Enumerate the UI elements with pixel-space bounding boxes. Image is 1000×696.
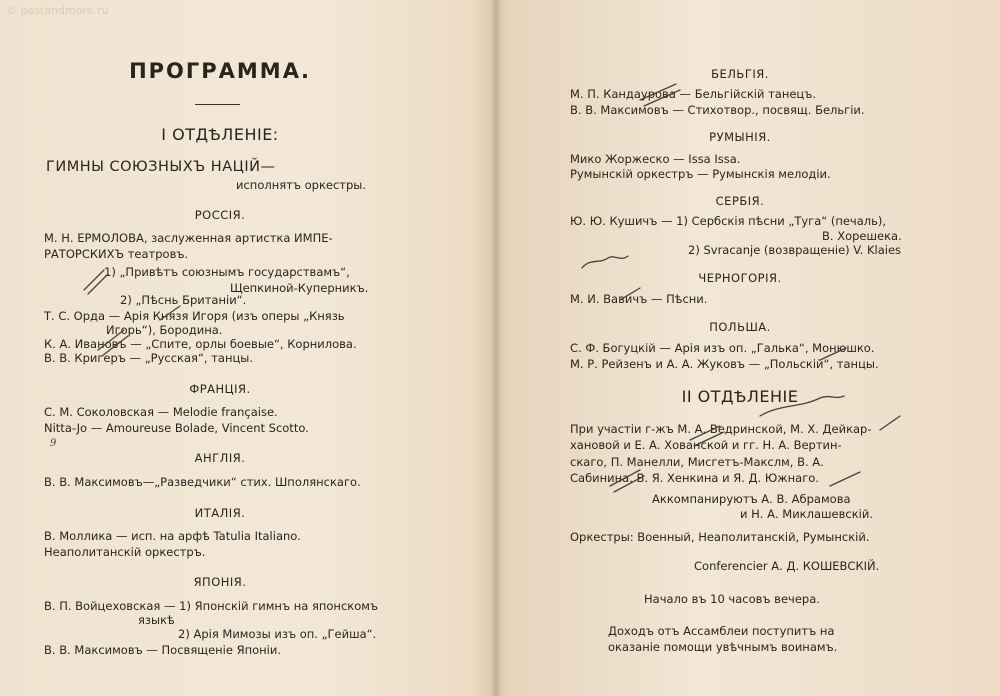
program-line: языкѣ xyxy=(138,613,175,627)
participants-line: При участіи г-жъ М. А. Ведринской, М. Х. Дейкар- xyxy=(570,422,872,436)
anthems-heading: ГИМНЫ СОЮЗНЫХЪ НАЦІЙ— xyxy=(46,159,276,175)
watermark: © pastandmore.ru xyxy=(6,4,109,17)
program-line: РАТОРСКИХЪ театровъ. xyxy=(44,247,189,261)
section-2-heading: II ОТДѢЛЕНІЕ xyxy=(681,387,799,406)
program-line: С. Ф. Богуцкій — Арія изъ оп. „Галька“, Монюшко. xyxy=(570,341,875,355)
program-line: М. Р. Рейзенъ и А. А. Жуковъ — „Польскій“, танцы. xyxy=(570,357,879,371)
country-russia: РОССІЯ. xyxy=(194,208,246,222)
accompanists-line: и Н. А. Миклашевскій. xyxy=(740,507,873,521)
start-time-line: Начало въ 10 часовъ вечера. xyxy=(644,592,820,606)
program-line: Неаполитанскій оркестръ. xyxy=(44,545,206,559)
country-england: АНГЛІЯ. xyxy=(194,451,246,465)
country-italy: ИТАЛІЯ. xyxy=(194,506,246,520)
program-line: В. Моллика — исп. на арфѣ Tatulia Italiano. xyxy=(44,529,301,543)
accompanists-line: Аккомпанируютъ А. В. Абрамова xyxy=(652,492,851,506)
program-line: В. В. Кригеръ — „Русская“, танцы. xyxy=(44,351,254,365)
country-montenegro: ЧЕРНОГОРІЯ. xyxy=(698,271,782,285)
program-line: 2) Svracanje (возвращеніе) V. Klaies xyxy=(688,243,902,257)
program-line: С. М. Соколовская — Melodie française. xyxy=(44,405,278,419)
program-line: В. В. Максимовъ—„Разведчики“ стих. Шполянскаго. xyxy=(44,475,361,489)
program-line: Мико Жоржеско — Issa Issa. xyxy=(570,152,741,166)
country-serbia: СЕРБІЯ. xyxy=(715,194,765,208)
country-belgium: БЕЛЬГІЯ. xyxy=(711,67,769,81)
country-romania: РУМЫНІЯ. xyxy=(709,130,771,144)
conferencier-line: Conferencier А. Д. КОШЕВСКІЙ. xyxy=(694,559,880,573)
participants-line: Сабинина, В. Я. Хенкина и Я. Д. Южнаго. xyxy=(570,471,819,485)
program-line: К. А. Ивановъ — „Спите, орлы боевые“, Корнилова. xyxy=(44,337,357,351)
program-title: ПРОГРАММА. xyxy=(129,59,311,83)
proceeds-line: Доходъ отъ Ассамблеи поступитъ на xyxy=(608,624,835,638)
program-line: Nitta-Jo — Amoureuse Bolade, Vincent Scotto. xyxy=(44,421,309,435)
program-line: Т. С. Орда — Арія Князя Игоря (изъ оперы „Князь xyxy=(44,309,345,323)
country-poland: ПОЛЬША. xyxy=(709,320,771,334)
page-fold xyxy=(490,0,502,696)
title-rule xyxy=(195,104,240,105)
participants-line: скаго, П. Манелли, Мисгетъ-Макслм, В. А. xyxy=(570,455,824,469)
program-line: 2) Арія Мимозы изъ оп. „Гейша“. xyxy=(178,627,377,641)
program-line: В. В. Максимовъ — Посвященіе Японіи. xyxy=(44,643,281,657)
program-line: М. П. Кандаурова — Бельгійскій танецъ. xyxy=(570,87,817,101)
program-line: В. Хорешека. xyxy=(822,229,902,243)
program-line: М. Н. ЕРМОЛОВА, заслуженная артистка ИМПЕ- xyxy=(44,231,333,245)
proceeds-line: оказаніе помощи увѣчнымъ воинамъ. xyxy=(608,640,838,654)
participants-line: хановой и Е. А. Хованской и гг. Н. А. Вертин- xyxy=(570,438,842,452)
program-line: В. П. Войцеховская — 1) Японскій гимнъ на японскомъ xyxy=(44,599,379,613)
program-line: В. В. Максимовъ — Стихотвор., посвящ. Бельгіи. xyxy=(570,103,865,117)
margin-note: 9 xyxy=(50,438,57,449)
orchestras-line: Оркестры: Военный, Неаполитанскій, Румынскій. xyxy=(570,530,870,544)
program-line: Румынскій оркестръ — Румынскія мелодіи. xyxy=(570,167,831,181)
anthems-performers: исполнятъ оркестры. xyxy=(236,178,367,192)
program-line: 2) „Пѣснь Британіи“. xyxy=(120,293,247,307)
program-line: 1) „Привѣтъ союзнымъ государствамъ“, xyxy=(104,265,350,279)
program-line: Щепкиной-Куперникъ. xyxy=(230,281,369,295)
country-japan: ЯПОНІЯ. xyxy=(193,575,247,589)
country-france: ФРАНЦІЯ. xyxy=(189,382,251,396)
section-1-heading: I ОТДѢЛЕНІЕ: xyxy=(161,125,279,144)
program-line: М. И. Вавичъ — Пѣсни. xyxy=(570,292,708,306)
program-line: Ю. Ю. Кушичъ — 1) Сербскія пѣсни „Туга“ (печаль), xyxy=(570,214,887,228)
program-line: Игорь“), Бородина. xyxy=(106,323,223,337)
